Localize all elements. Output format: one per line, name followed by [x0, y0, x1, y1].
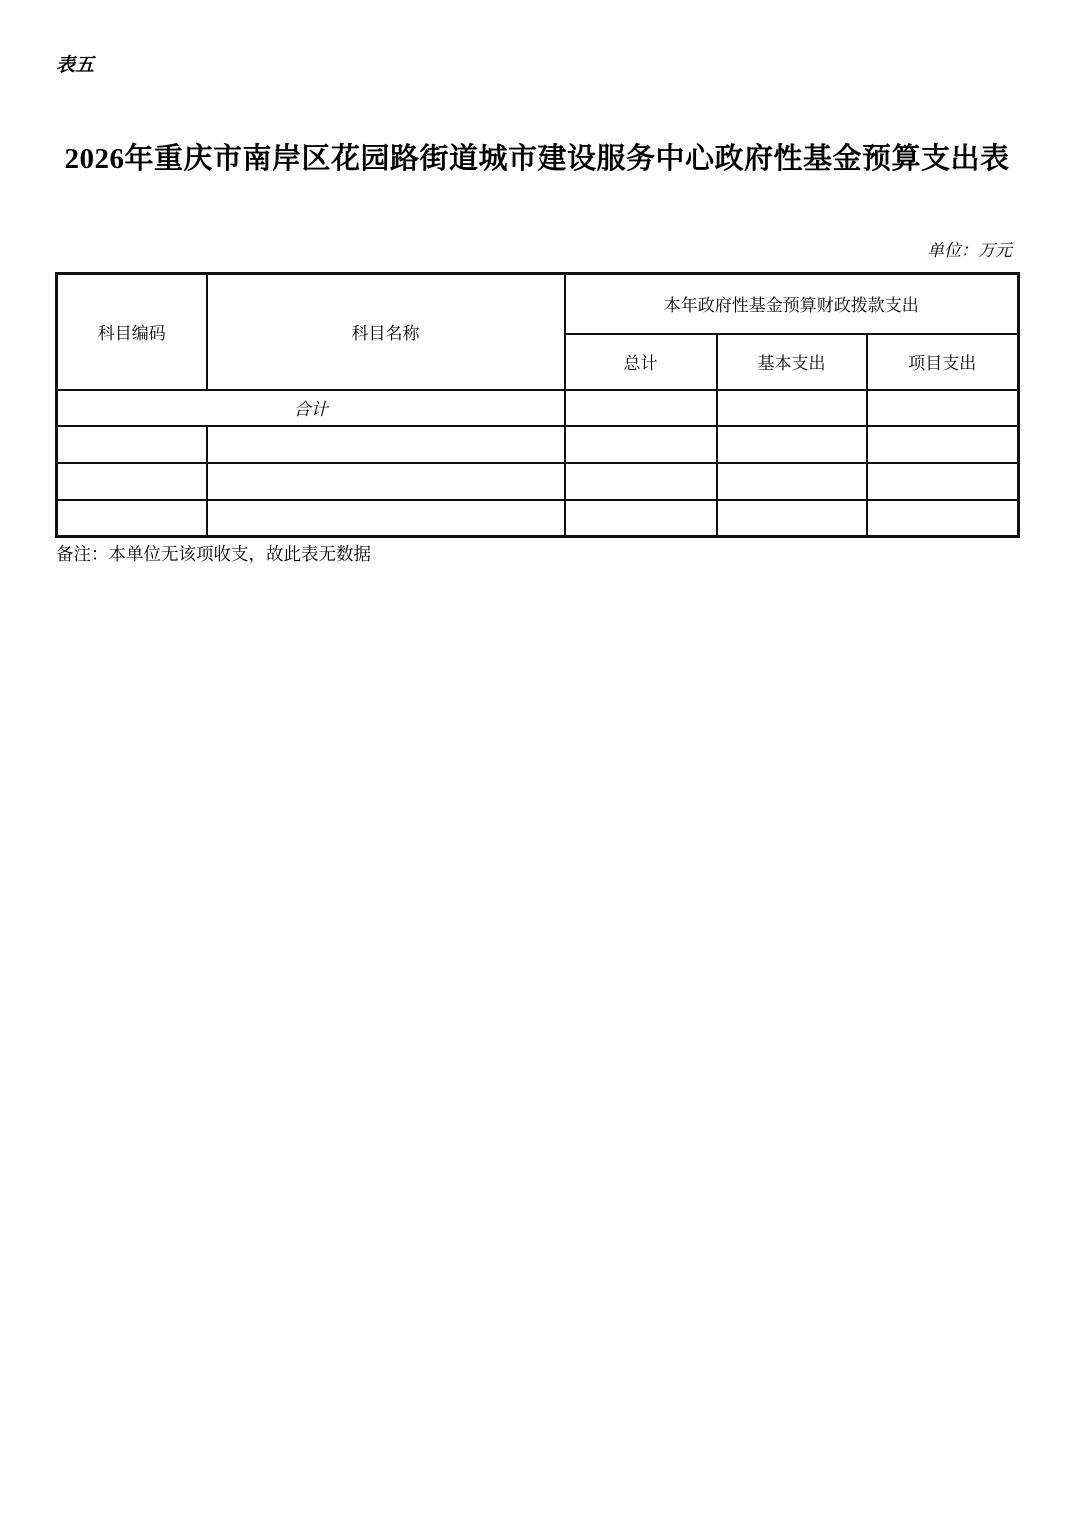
- table-number-label: 表五: [56, 55, 95, 76]
- total-row-total-cell: [565, 390, 717, 426]
- header-subject-name: 科目名称: [207, 274, 565, 390]
- page-title: 2026年重庆市南岸区花园路街道城市建设服务中心政府性基金预算支出表: [64, 143, 1010, 175]
- cell-basic: [717, 426, 867, 463]
- cell-project: [867, 500, 1019, 537]
- table-row: [57, 426, 1019, 463]
- header-project-expenditure: 项目支出: [867, 334, 1019, 390]
- total-row-label: 合计: [57, 390, 565, 426]
- cell-subject-code: [57, 500, 207, 537]
- unit-note: 单位：万元: [927, 241, 1012, 260]
- header-total: 总计: [565, 334, 717, 390]
- cell-project: [867, 426, 1019, 463]
- cell-subject-code: [57, 463, 207, 500]
- cell-basic: [717, 500, 867, 537]
- cell-subject-name: [207, 463, 565, 500]
- total-row-project-cell: [867, 390, 1019, 426]
- cell-subject-name: [207, 500, 565, 537]
- cell-basic: [717, 463, 867, 500]
- table-header-row-1: [57, 274, 1019, 334]
- footnote: 备注：本单位无该项收支，故此表无数据: [56, 544, 371, 564]
- table-row: [57, 463, 1019, 500]
- cell-project: [867, 463, 1019, 500]
- header-subject-code: 科目编码: [57, 274, 207, 390]
- header-fund-appropriation-group: 本年政府性基金预算财政拨款支出: [565, 274, 1019, 334]
- cell-total: [565, 463, 717, 500]
- total-row: [57, 390, 1019, 426]
- cell-subject-name: [207, 426, 565, 463]
- cell-subject-code: [57, 426, 207, 463]
- cell-total: [565, 500, 717, 537]
- budget-table: [55, 272, 1020, 538]
- cell-total: [565, 426, 717, 463]
- table-row: [57, 500, 1019, 537]
- header-basic-expenditure: 基本支出: [717, 334, 867, 390]
- total-row-basic-cell: [717, 390, 867, 426]
